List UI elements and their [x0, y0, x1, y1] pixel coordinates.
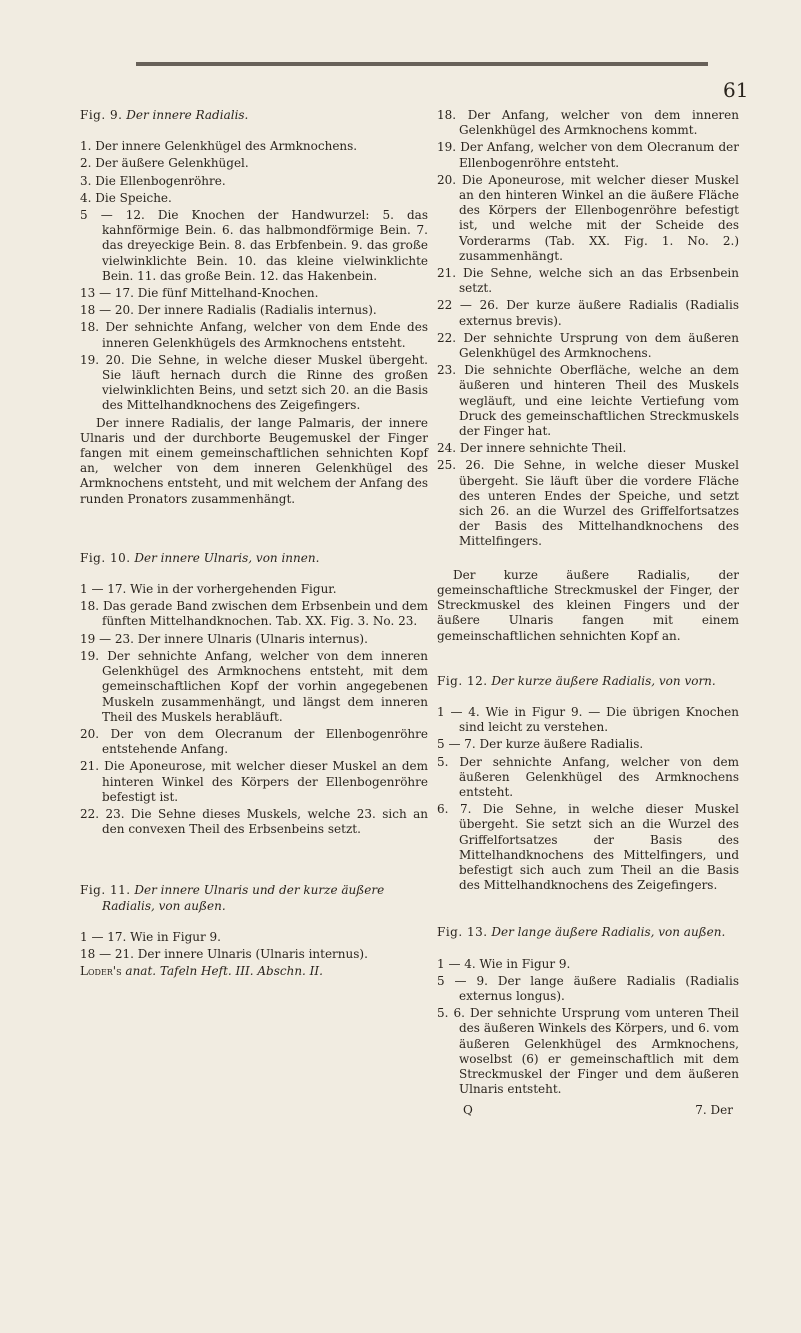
legend-entry: 18 — 21. Der innere Ulnaris (Ulnaris internus).: [80, 946, 368, 961]
legend-entry: 24. Der innere sehnichte Theil.: [437, 441, 627, 456]
legend-entry: 19. Der sehnichte Anfang, welcher von dem inneren Gelenkhügel des Armknochens entsteht, mit dem gemeinschaftlichen Kopf der vorhin angegebenen Muskeln zusammenhängt, und längst dem inneren Theil des Muskels herabläuft.: [80, 648, 428, 724]
fig11-caption: [80, 883, 428, 913]
fig9-number: Fig. 9.: [80, 108, 123, 122]
legend-entry: 3. Die Ellenbogenröhre.: [80, 173, 226, 188]
fig9-caption: [80, 108, 428, 123]
legend-entry: 6. 7. Die Sehne, in welche dieser Muskel übergeht. Sie setzt sich an die Wurzel des Griffelfortsatzes der Basis des Mittelhandknochens des Mittelfingers, und befestigt sich auch zum Theil an die Basis des Mittelhandknochens des Zeigefingers.: [437, 802, 739, 893]
legend-entry: 5 — 7. Der kurze äußere Radialis.: [437, 737, 644, 752]
legend-entry: 1 — 17. Wie in Figur 9.: [80, 929, 221, 944]
fig10-title: Der innere Ulnaris, von innen.: [134, 550, 320, 565]
catchword: 7. Der: [695, 1103, 733, 1118]
legend-entry: 21. Die Sehne, welche sich an das Erbsenbein setzt.: [437, 266, 739, 296]
fig12-number: Fig. 12.: [437, 673, 488, 688]
fig9-paragraph: Der innere Radialis, der lange Palmaris, der innere Ulnaris und der durchborte Beugemuskel der Finger fangen mit einem gemeinschaftlichen sehnichten Kopf an, welcher von dem inneren Gelenkhügel des Armknochens entsteht, und mit welchem der Anfang des runden Pronators zusammenhängt.: [80, 415, 428, 506]
legend-entry: 5. 6. Der sehnichte Ursprung vom unteren Theil des äußeren Winkels des Körpers, und 6. vom äußeren Gelenkhügel des Armknochens, woselbst (6) er gemeinschaftlich mit dem Streckmuskel der Finger und dem äußeren Ulnaris entsteht.: [437, 1006, 739, 1097]
fig9-legend: [80, 139, 428, 413]
legend-entry: 18. Der Anfang, welcher von dem inneren Gelenkhügel des Armknochens kommt.: [437, 108, 739, 138]
legend-entry: 22. 23. Die Sehne dieses Muskels, welche 23. sich an den convexen Theil des Erbsenbeins setzt.: [80, 806, 428, 837]
legend-entry: 5 — 12. Die Knochen der Handwurzel: 5. das kahnförmige Bein. 6. das halbmondförmige Bein. 7. das dreyeckige Bein. 8. das Erbfenbein. 9. das große vielwinklichte Bein. 10. das kleine vielwinklichte Bein. 11. das große Bein. 12. das Hakenbein.: [80, 208, 428, 283]
legend-entry: 25. 26. Die Sehne, in welche dieser Muskel übergeht. Sie läuft über die vordere Fläche des unteren Endes der Speiche, und setzt sich 26. an die Wurzel des Griffelfortsatzes der Basis des Mittelhandknochens des Mittelfingers.: [437, 458, 739, 549]
page-foot-line: [437, 1103, 739, 1118]
fig11-title: Der innere Ulnaris und der kurze äußere Radialis, von außen.: [102, 883, 385, 913]
fig12-caption: [437, 674, 739, 689]
legend-entry: 1. Der innere Gelenkhügel des Armknochens.: [80, 139, 358, 154]
fig13-title: Der lange äußere Radialis, von außen.: [491, 925, 726, 940]
legend-entry: 18. Der sehnichte Anfang, welcher von dem Ende des inneren Gelenkhügels des Armknochens entsteht.: [80, 320, 428, 350]
footer-source: anat. Tafeln Heft. III. Abschn. II.: [125, 964, 323, 979]
legend-entry: 1 — 4. Wie in Figur 9.: [437, 956, 571, 971]
legend-entry: 20. Die Aponeurose, mit welcher dieser Muskel an den hinteren Winkel an die äußere Fläche des Körpers der Ellenbogenröhre befestigt ist, und welche mit der Scheide des Vorderarms (Tab. XX. Fig. 1. No. 2.) zusammenhängt.: [437, 172, 739, 263]
legend-entry: 22 — 26. Der kurze äußere Radialis (Radialis externus brevis).: [437, 298, 739, 328]
fig11-legend: [80, 930, 428, 962]
legend-entry: 1 — 17. Wie in der vorhergehenden Figur.: [80, 582, 337, 597]
legend-entry: 2. Der äußere Gelenkhügel.: [80, 156, 249, 171]
fig10-legend: [80, 582, 428, 837]
fig10-number: Fig. 10.: [80, 550, 131, 565]
page-footer: [80, 964, 428, 979]
fig13-legend: [437, 957, 739, 1098]
legend-entry: 18 — 20. Der innere Radialis (Radialis internus).: [80, 303, 377, 318]
legend-entry: 18. Das gerade Band zwischen dem Erbsenbein und dem fünften Mittelhandknochen. Tab. XX. Fig. 3. No. 23.: [80, 599, 428, 629]
legend-entry: 20. Der von dem Olecranum der Ellenbogenröhre entstehende Anfang.: [80, 726, 428, 757]
fig9-title: Der innere Radialis.: [126, 108, 249, 122]
fig10-caption: [80, 551, 428, 566]
legend-entry: 5. Der sehnichte Anfang, welcher von dem äußeren Gelenkhügel des Armknochens entsteht.: [437, 754, 739, 799]
fig13-number: Fig. 13.: [437, 925, 488, 940]
continued-legend: [437, 108, 739, 550]
legend-entry: 22. Der sehnichte Ursprung von dem äußeren Gelenkhügel des Armknochens.: [437, 330, 739, 361]
legend-entry: 5 — 9. Der lange äußere Radialis (Radialis externus longus).: [437, 973, 739, 1003]
right-paragraph: Der kurze äußere Radialis, der gemeinschaftliche Streckmuskel der Finger, der Streckmuskel des kleinen Fingers und der äußere Ulnaris fangen mit einem gemeinschaftlichen sehnichten Kopf an.: [437, 567, 739, 643]
right-column: [437, 108, 739, 1119]
header-rule: [136, 62, 708, 66]
legend-entry: 1 — 4. Wie in Figur 9. — Die übrigen Knochen sind leicht zu verstehen.: [437, 704, 739, 735]
fig12-legend: [437, 705, 739, 893]
fig12-title: Der kurze äußere Radialis, von vorn.: [491, 673, 716, 688]
footer-author: Loder's: [80, 964, 122, 979]
legend-entry: 4. Die Speiche.: [80, 190, 172, 205]
signature-mark: Q: [463, 1103, 473, 1118]
legend-entry: 23. Die sehnichte Oberfläche, welche an dem äußeren und hinteren Theil des Muskels wegläuft, und eine leichte Vertiefung vom Druck des gemeinschaftlichen Streckmuskels der Finger hat.: [437, 363, 739, 439]
left-column: [80, 108, 428, 991]
legend-entry: 19. Der Anfang, welcher von dem Olecranum der Ellenbogenröhre entsteht.: [437, 140, 739, 170]
fig13-caption: [437, 925, 739, 940]
legend-entry: 13 — 17. Die fünf Mittelhand-Knochen.: [80, 286, 319, 301]
fig11-number: Fig. 11.: [80, 883, 131, 898]
legend-entry: 19 — 23. Der innere Ulnaris (Ulnaris internus).: [80, 631, 368, 646]
legend-entry: 21. Die Aponeurose, mit welcher dieser Muskel an dem hinteren Winkel des Körpers der Ellenbogenröhre befestigt ist.: [80, 759, 428, 804]
legend-entry: 19. 20. Die Sehne, in welche dieser Muskel übergeht. Sie läuft hernach durch die Rinne des großen vielwinklichten Beins, und setzt sich 20. an die Basis des Mittelhandknochens des Zeigefingers.: [80, 352, 428, 413]
page-number: 61: [723, 78, 749, 102]
